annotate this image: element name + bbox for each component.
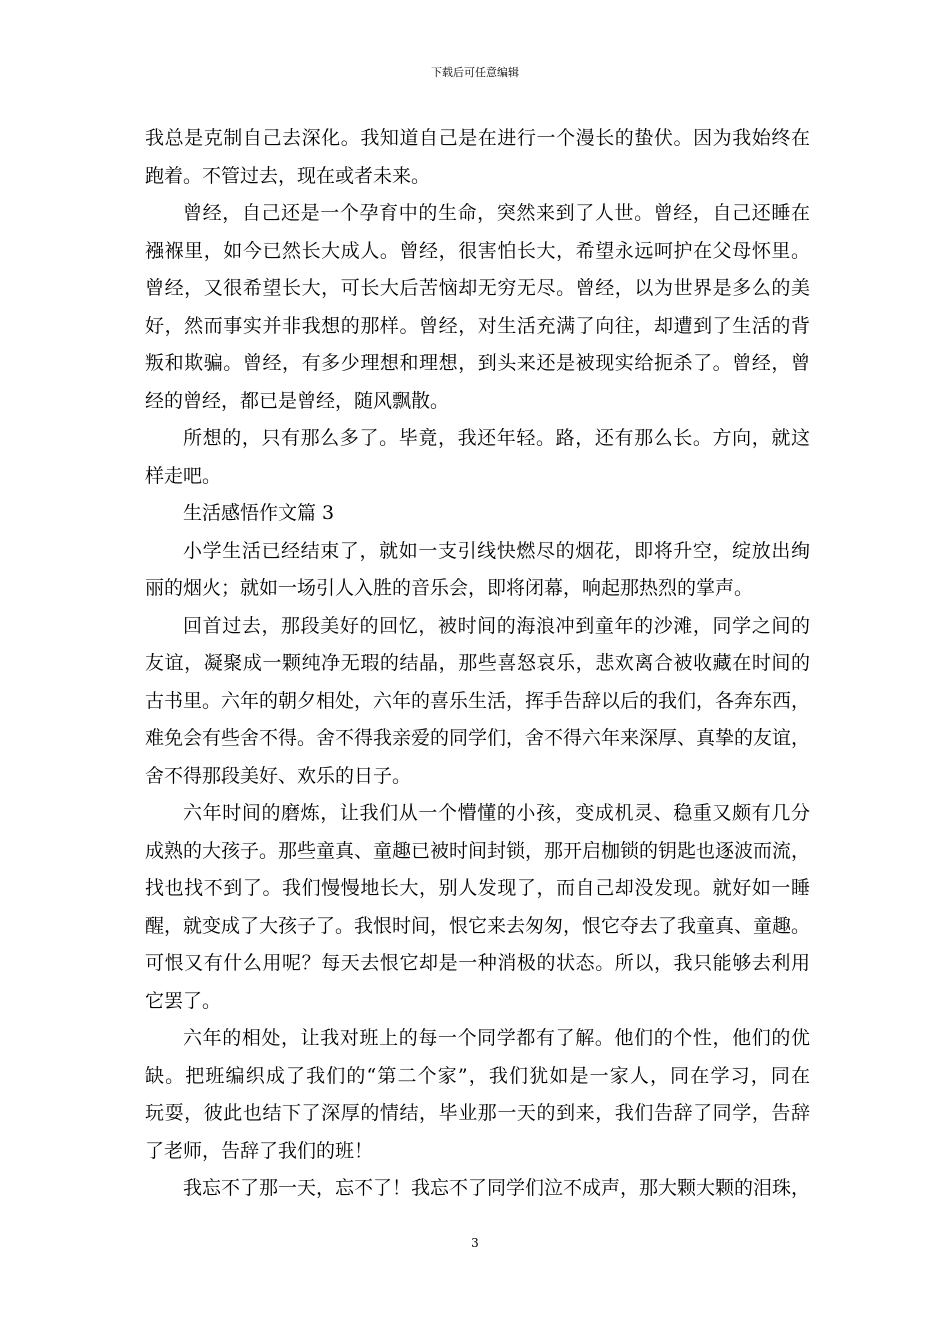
text-line: 醒，就变成了大孩子了。我恨时间，恨它来去匆匆，恨它夺去了我童真、童趣。 bbox=[145, 914, 811, 937]
text-line: 找也找不到了。我们慢慢地长大，别人发现了，而自己却没发现。就好如一睡 bbox=[145, 877, 810, 899]
text-line: 成熟的大孩子。那些童真、童趣已被时间封锁，那开启枷锁的钥匙也逐波而流， bbox=[145, 839, 811, 862]
text-line: 经的曾经，都已是曾经，随风飘散。 bbox=[145, 389, 450, 412]
paragraph bbox=[145, 533, 810, 608]
text-line: 舍不得那段美好、欢乐的日子。 bbox=[145, 764, 412, 787]
text-line: 回首过去，那段美好的回忆，被时间的海浪冲到童年的沙滩，同学之间的 bbox=[183, 614, 810, 637]
text-line: 玩耍，彼此也结下了深厚的情结，毕业那一天的到来，我们告辞了同学，告辞 bbox=[145, 1102, 810, 1124]
paragraph bbox=[145, 795, 810, 1020]
text-line: 缺。把班编织成了我们的“第二个家”，我们犹如是一家人，同在学习，同在 bbox=[145, 1064, 810, 1087]
text-line: 好，然而事实并非我想的那样。曾经，对生活充满了向往，却遭到了生活的背 bbox=[145, 314, 810, 337]
paragraph bbox=[145, 608, 810, 796]
text-line: 六年的相处，让我对班上的每一个同学都有了解。他们的个性，他们的优 bbox=[183, 1027, 810, 1049]
section-heading bbox=[145, 495, 810, 533]
text-line: 我总是克制自己去深化。我知道自己是在进行一个漫长的蛰伏。因为我始终在 bbox=[145, 127, 810, 149]
paragraph bbox=[145, 1020, 810, 1170]
text-line: 古书里。六年的朝夕相处，六年的喜乐生活，挥手告辞以后的我们，各奔东西， bbox=[145, 689, 811, 712]
text-line: 可恨又有什么用呢？每天去恨它却是一种消极的状态。所以，我只能够去利用 bbox=[145, 952, 810, 974]
text-line: 小学生活已经结束了，就如一支引线快燃尽的烟花，即将升空，绽放出绚 bbox=[183, 539, 810, 562]
paragraph bbox=[145, 120, 810, 195]
text-line: 六年时间的磨炼，让我们从一个懵懂的小孩，变成机灵、稳重又颇有几分 bbox=[183, 802, 810, 824]
paragraph bbox=[145, 1170, 810, 1208]
text-line: 曾经，又很希望长大，可长大后苦恼却无穷无尽。曾经，以为世界是多么的美 bbox=[145, 277, 810, 299]
text-line: 我忘不了那一天，忘不了！我忘不了同学们泣不成声，那大颗大颗的泪珠， bbox=[183, 1177, 811, 1199]
heading-text: 生活感悟作文篇 3 bbox=[183, 502, 335, 524]
text-line: 样走吧。 bbox=[145, 464, 222, 487]
text-line: 跑着。不管过去，现在或者未来。 bbox=[145, 164, 431, 187]
text-line: 曾经，自己还是一个孕育中的生命，突然来到了人世。曾经，自己还睡在 bbox=[183, 202, 810, 224]
text-line: 难免会有些舍不得。舍不得我亲爱的同学们，舍不得六年来深厚、真挚的友谊， bbox=[145, 727, 811, 749]
text-line: 友谊，凝聚成一颗纯净无瑕的结晶，那些喜怒哀乐，悲欢离合被收藏在时间的 bbox=[145, 652, 810, 674]
document-body bbox=[145, 120, 810, 1208]
page-number: 3 bbox=[471, 1236, 479, 1250]
text-line: 它罢了。 bbox=[145, 989, 222, 1012]
text-line: 叛和欺骗。曾经，有多少理想和理想，到头来还是被现实给扼杀了。曾经，曾 bbox=[145, 352, 810, 374]
paragraph bbox=[145, 420, 810, 495]
text-line: 襁褓里，如今已然长大成人。曾经，很害怕长大，希望永远呵护在父母怀里。 bbox=[145, 239, 810, 262]
text-line: 丽的烟火；就如一场引人入胜的音乐会，即将闭幕，响起那热烈的掌声。 bbox=[145, 577, 754, 599]
page-header: 下载后可任意编辑 bbox=[431, 66, 519, 79]
paragraph bbox=[145, 195, 810, 420]
text-line: 所想的，只有那么多了。毕竟，我还年轻。路，还有那么长。方向，就这 bbox=[183, 427, 810, 449]
text-line: 了老师，告辞了我们的班！ bbox=[145, 1139, 374, 1162]
